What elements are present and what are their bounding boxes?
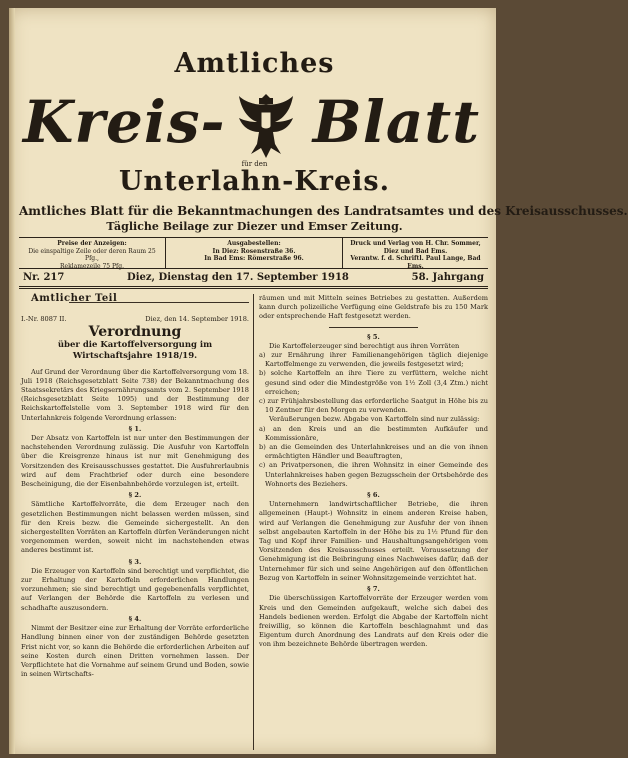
paragraph-5-text-b: Veräußerungen bezw. Abgabe von Kartoffeln sind nur zulässig: <box>269 415 480 424</box>
masthead-fuer-den: für den <box>241 160 268 168</box>
masthead-subtitle1: Amtliches Blatt für die Bekanntmachungen des Landratsamtes und des Kreisausschusses. <box>19 204 628 218</box>
paragraph-3-title: § 3. <box>128 557 142 566</box>
ordinance-heading: Verordnung <box>88 324 182 341</box>
separator <box>329 327 418 328</box>
binding-edge <box>9 8 15 754</box>
masthead-line1: Amtliches <box>174 48 335 79</box>
column-divider <box>253 294 254 750</box>
paragraph-2-text: Sämtliche Kartoffelvorräte, die dem Erzeuger nach den gesetzlichen Bestimmungen nicht belassen werden müssen, sind für den Kreis bezw. die Gemeinde sichergestellt. An den sichergestellten Vorräten an Kartoffeln dürfen Veränderungen nicht vorgenommen werden, soweit nicht im nachstehenden etwas anderes bestimmt ist. <box>21 500 249 555</box>
paragraph-5-sale-b: b) an die Gemeinden des Unterlahnkreises und an die von ihnen ermächtigten Händler und Beauftragten, <box>259 443 488 461</box>
masthead-subtitle2: Tägliche Beilage zur Diezer und Emser Zeitung. <box>106 220 403 233</box>
ordinance-intro: Auf Grund der Verordnung über die Kartoffelversorgung vom 18. Juli 1918 (Reichsgesetzblatt Seite 738) der Bekanntmachung des Staatssekretärs des Kriegsernährungsamts vom 2. September 1918 (Reichsgesetzblatt Seite 1095) und der Bestimmung der Reichskartoffelstelle vom 3. September 1918 wird für den Unterlahnkreis folgende Verordnung erlassen: <box>21 367 249 422</box>
ad-prices <box>19 238 166 268</box>
newspaper-page <box>9 8 628 754</box>
reference-line <box>21 315 249 324</box>
ad-prices-line2: Reklamezeile 75 Pfg. <box>60 262 124 270</box>
paragraph-4-text: Nimmt der Besitzer eine zur Erhaltung der Vorräte erforderliche Handlung binnen einer von der zuständigen Behörde gesetzten Frist nicht vor, so kann die Behörde die erforderlichen Arbeiten auf seine Kosten durch einen Dritten vornehmen lassen. Der Verpflichtete hat die Vornahme auf seinem Grund und Boden, sowie in seinen Wirtschafts- <box>21 624 249 679</box>
issue-number: Nr. 217 <box>23 272 65 283</box>
dateline <box>19 269 488 289</box>
offices-line2: In Bad Ems: Römerstraße 96. <box>204 255 304 262</box>
paragraph-1-title: § 1. <box>128 424 142 433</box>
paragraph-4-title: § 4. <box>128 614 142 623</box>
eagle-emblem-icon <box>237 88 295 162</box>
paragraph-5-sale-c: c) an Privatpersonen, die ihren Wohnsitz in einer Gemeinde des Unterlahnkreises haben gegen Bezugsschein der Ortsbehörde des Wohnorts des Beziehers. <box>259 461 488 488</box>
masthead-title-right: Blatt <box>312 88 480 156</box>
paragraph-4-continued: räumen und mit Mitteln seines Betriebes zu gestatten. Außerdem kann durch polizeiliche Verfügung eine Geldstrafe bis zu 150 Mark oder entsprechende Haft festgesetzt werden. <box>259 294 488 321</box>
ordinance-subheading: über die Kartoffelversorgung im Wirtschaftsjahre 1918/19. <box>57 339 213 361</box>
paragraph-3-text: Die Erzeuger von Kartoffeln sind berechtigt und verpflichtet, die zur Erhaltung der Kartoffeln erforderlichen Handlungen vorzunehmen; sie sind berechtigt und gegebenenfalls verpflichtet, auf Verlangen der Behörde die Kartoffeln zu verlesen und schadhafte auszusondern. <box>21 566 249 612</box>
masthead-title-left: Kreis- <box>23 88 226 156</box>
paragraph-5-title: § 5. <box>367 332 380 341</box>
offices-line1: In Diez: Rosenstraße 36. <box>212 247 296 255</box>
info-bar <box>19 237 488 269</box>
paragraph-5-text: Die Kartoffelerzeuger sind berechtigt aus ihren Vorräten <box>269 341 460 350</box>
paragraph-7-title: § 7. <box>367 585 380 594</box>
paragraph-6-title: § 6. <box>367 491 380 500</box>
place-date: Diez, den 14. September 1918. <box>145 315 249 324</box>
masthead-region: Unterlahn-Kreis. <box>119 166 390 197</box>
section-title: Amtlicher Teil <box>31 293 118 304</box>
right-column <box>259 294 488 650</box>
publisher <box>343 238 488 268</box>
paragraph-5-sale-a: a) an den Kreis und an die bestimmten Aufkäufer und Kommissionäre, <box>259 424 488 442</box>
masthead <box>19 8 628 238</box>
paragraph-1-text: Der Absatz von Kartoffeln ist nur unter den Bestimmungen der nachstehenden Verordnung zulässig. Die Ausfuhr von Kartoffeln über die Kreisgrenze hinaus ist nur mit Genehmigung des Vorsitzenden des Kreisausschusses gestattet. Die Ausfuhrerlaubnis wird auf dem Frachtbrief oder durch eine besondere Bescheinigung, die der Eisenbahnbehörde vorzulegen ist, erteilt. <box>21 434 249 489</box>
ad-prices-line1: Die einspaltige Zeile oder deren Raum 25 Pfg., <box>28 247 156 262</box>
volume-year: 58. Jahrgang <box>411 272 484 283</box>
offices <box>166 238 343 268</box>
offices-title: Ausgabestellen: <box>227 240 281 247</box>
publisher-line3: Verantw. f. d. Schriftl. Paul Lange, Bad Ems. <box>350 255 481 270</box>
reference-number: I.-Nr. 8087 II. <box>21 315 67 324</box>
paragraph-2-title: § 2. <box>128 491 142 500</box>
issue-date: Diez, Dienstag den 17. September 1918 <box>127 272 349 283</box>
ad-prices-title: Preise der Anzeigen: <box>57 240 127 247</box>
publisher-line2: Diez und Bad Ems. <box>383 247 448 255</box>
paragraph-5-item-c: c) zur Frühjahrsbestellung das erforderliche Saatgut in Höhe bis zu 10 Zentner für den Morgen zu verwenden. <box>259 397 488 415</box>
paragraph-7-text: Die überschüssigen Kartoffelvorräte der Erzeuger werden vom Kreis und den Gemeinden aufgekauft, welche sich dabei des Handels bedienen werden. Erfolgt die Abgabe der Kartoffeln nicht freiwillig, so können die Kartoffeln beschlagnahmt und das Eigentum durch Anordnung des Landrats auf den Kreis oder die von ihm bezeichnete Behörde übertragen werden. <box>259 594 488 649</box>
paragraph-5-item-b: b) solche Kartoffeln an ihre Tiere zu verfüttern, welche nicht gesund sind oder die Mindestgröße von 1½ Zoll (3,4 Ztm.) nicht erreichen; <box>259 369 488 396</box>
paragraph-6-text: Unternehmern landwirtschaftlicher Betriebe, die ihren allgemeinen (Haupt-) Wohnsitz in einem anderen Kreise haben, wird auf Verlangen die Genehmigung zur Ausfuhr der von ihnen selbst angebauten Kartoffeln in der Höhe bis zu 1½ Pfund für den Tag und Kopf ihrer Familien- und Haushaltungsangehörigen vom Vorsitzenden des Kreisausschusses erteilt. Voraussetzung der Genehmigung ist die Beibringung eines Nachweises dafür, daß der Unternehmer für sich und seine Angehörigen auf den öffentlichen Bezug von Kartoffeln in seiner Wohnsitzgemeinde verzichtet hat. <box>259 500 488 582</box>
left-column <box>21 294 249 679</box>
publisher-line1: Druck und Verlag von H. Chr. Sommer, <box>350 240 481 247</box>
paragraph-5-item-a: a) zur Ernährung ihrer Familienangehörigen täglich diejenige Kartoffelmenge zu verwenden, die jeweils festgesetzt wird; <box>259 351 488 369</box>
